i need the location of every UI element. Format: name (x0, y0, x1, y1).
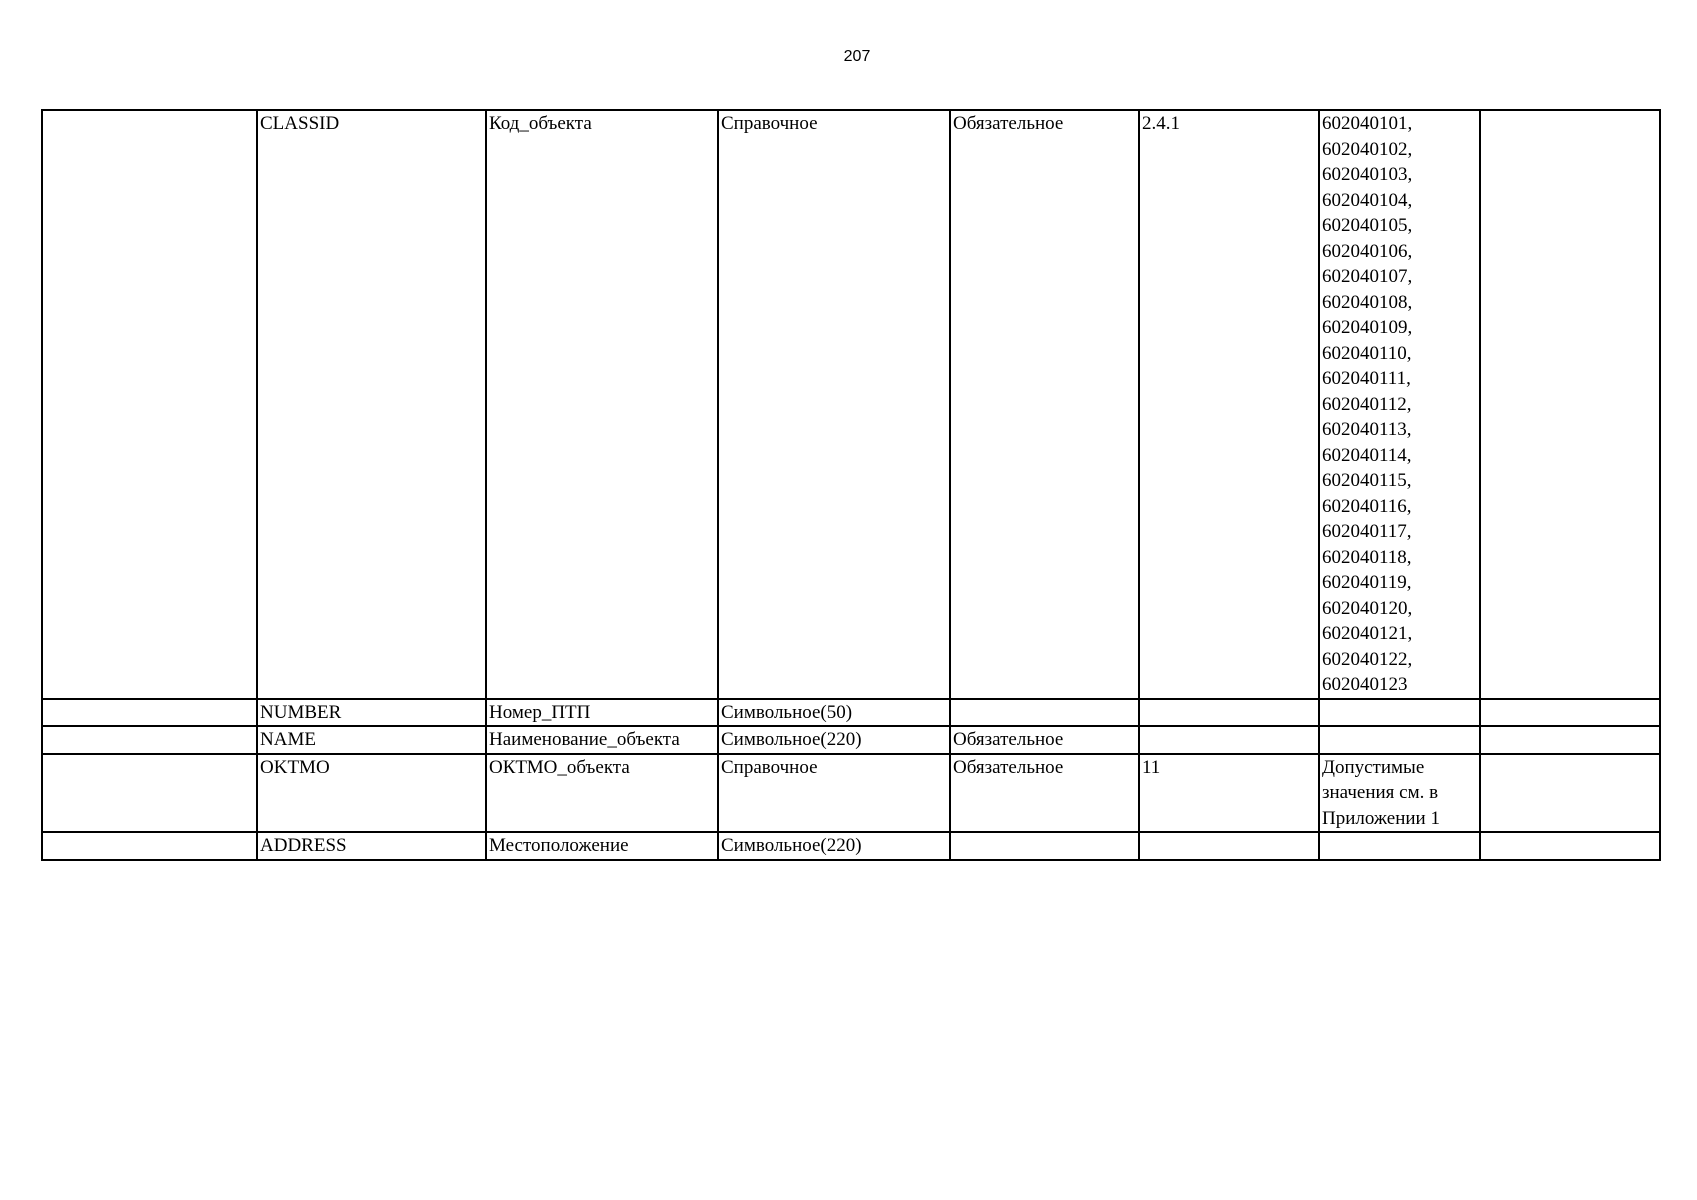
group-cell (42, 110, 257, 699)
attribute-values-cell (1319, 726, 1480, 754)
attribute-ref-cell: 11 (1139, 754, 1319, 833)
attribute-table (41, 109, 1661, 861)
attribute-name-cell: NAME (257, 726, 486, 754)
attribute-ref-cell (1139, 726, 1319, 754)
note-cell (1480, 110, 1660, 699)
attribute-required-cell: Обязательное (950, 110, 1139, 699)
table-row (42, 726, 1660, 754)
attribute-type-cell: Символьное(220) (718, 726, 950, 754)
attribute-description-cell: Местоположение (486, 832, 718, 860)
attribute-ref-cell (1139, 832, 1319, 860)
attribute-description-cell: Код_объекта (486, 110, 718, 699)
attribute-values-cell (1319, 832, 1480, 860)
note-cell (1480, 754, 1660, 833)
attribute-ref-cell: 2.4.1 (1139, 110, 1319, 699)
attribute-name-cell: ADDRESS (257, 832, 486, 860)
note-cell (1480, 726, 1660, 754)
attribute-required-cell: Обязательное (950, 754, 1139, 833)
table-row (42, 754, 1660, 833)
attribute-required-cell (950, 699, 1139, 727)
attribute-type-cell: Символьное(220) (718, 832, 950, 860)
attribute-required-cell (950, 832, 1139, 860)
attribute-ref-cell (1139, 699, 1319, 727)
group-cell (42, 699, 257, 727)
table-row (42, 832, 1660, 860)
attribute-values-cell (1319, 699, 1480, 727)
attribute-required-cell: Обязательное (950, 726, 1139, 754)
attribute-name-cell: NUMBER (257, 699, 486, 727)
attribute-description-cell: Номер_ПТП (486, 699, 718, 727)
note-cell (1480, 699, 1660, 727)
attribute-values-cell: 602040101, 602040102, 602040103, 602040104, 602040105, 602040106, 602040107, 602040108, 602040109, 602040110, 602040111, 602040112, 602040113, 602040114, 602040115, 602040116, 602040117, 602040118, 602040119, 602040120, 602040121, 602040122, 602040123 (1319, 110, 1480, 699)
note-cell (1480, 832, 1660, 860)
attribute-name-cell: OKTMO (257, 754, 486, 833)
attribute-type-cell: Символьное(50) (718, 699, 950, 727)
attribute-type-cell: Справочное (718, 110, 950, 699)
attribute-type-cell: Справочное (718, 754, 950, 833)
attribute-description-cell: ОКТМО_объекта (486, 754, 718, 833)
group-cell (42, 726, 257, 754)
group-cell (42, 754, 257, 833)
attribute-name-cell: CLASSID (257, 110, 486, 699)
table-row (42, 110, 1660, 699)
attribute-values-cell: Допустимые значения см. в Приложении 1 (1319, 754, 1480, 833)
attribute-description-cell: Наименование_объекта (486, 726, 718, 754)
group-cell (42, 832, 257, 860)
page-number: 207 (843, 48, 871, 65)
table-row (42, 699, 1660, 727)
